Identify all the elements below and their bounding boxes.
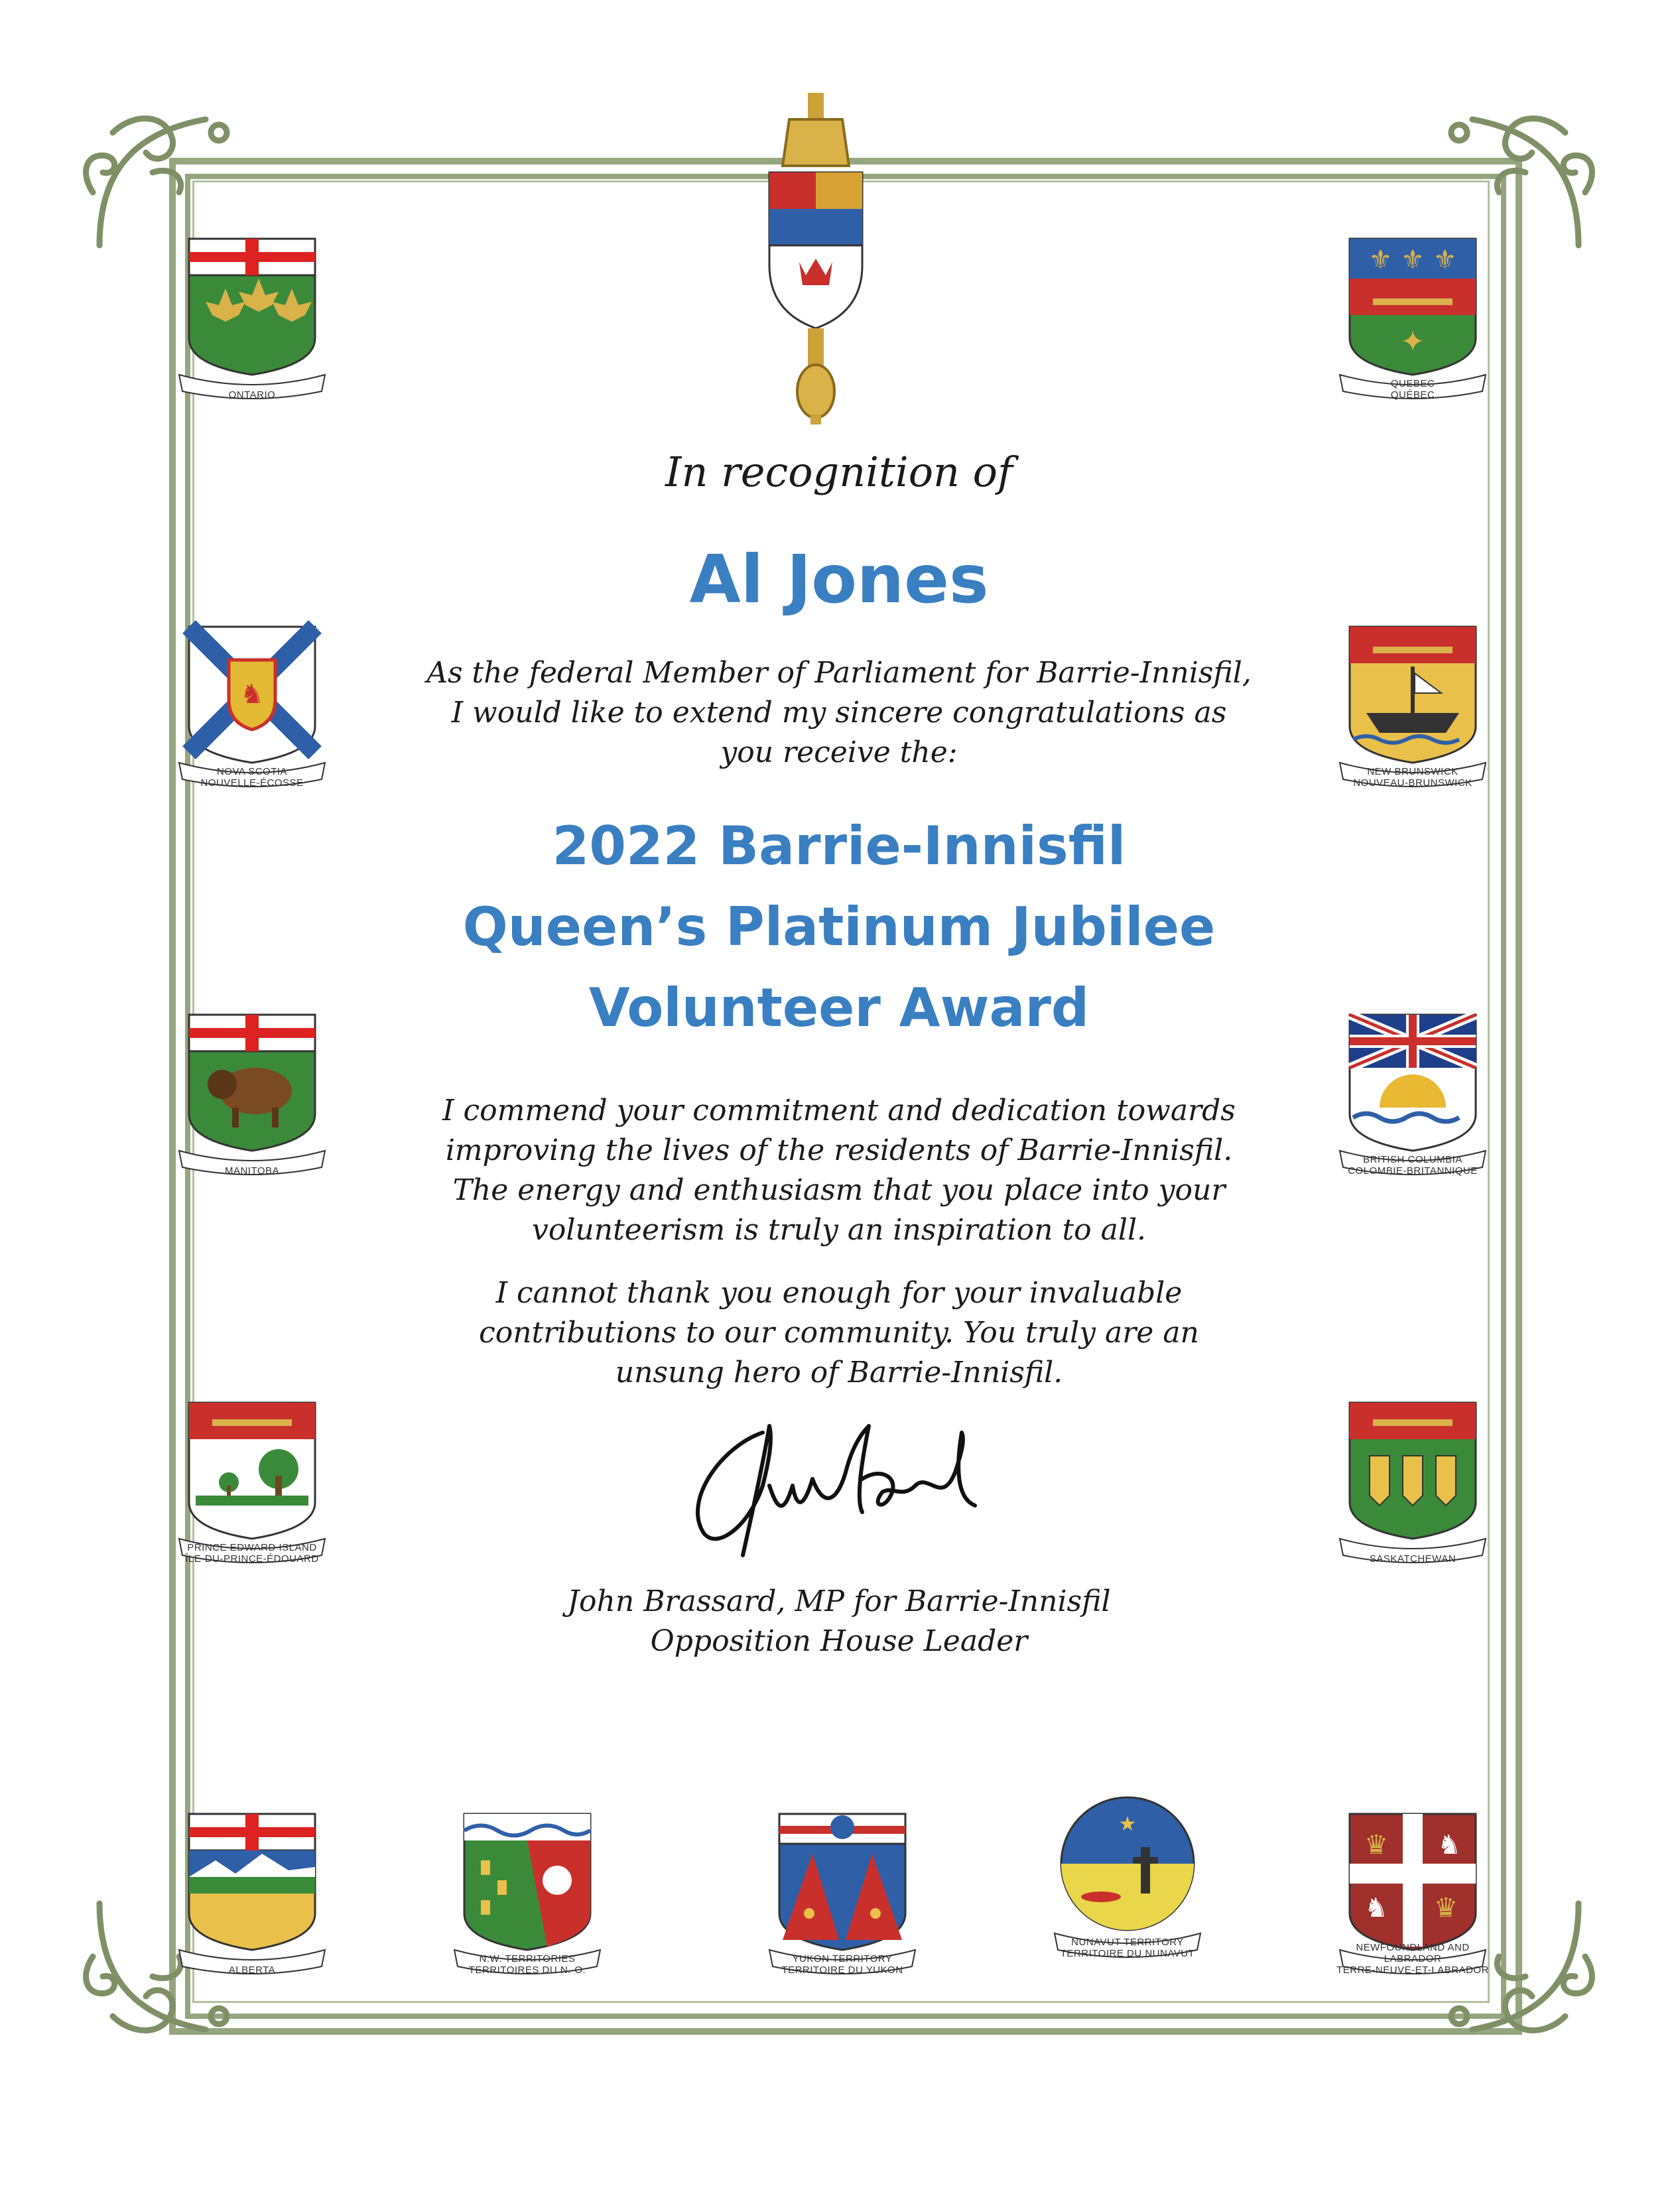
thanks-line: contributions to our community. You truly are an <box>479 1316 1199 1350</box>
handwritten-signature <box>663 1406 1021 1565</box>
svg-text:★: ★ <box>1118 1813 1137 1836</box>
thanks-line: unsung hero of Barrie-Innisfil. <box>615 1356 1063 1389</box>
house-of-commons-mace-emblem <box>743 93 889 424</box>
svg-text:♞: ♞ <box>240 679 264 710</box>
intro-line: I would like to extend my sincere congratulations as <box>451 696 1227 730</box>
crest-label-newfoundland: NEWFOUNDLAND AND LABRADOR TERRE-NEUVE-ET-LABRADOR <box>1336 1942 1489 1976</box>
recipient-name: Al Jones <box>689 541 989 618</box>
crest-nunavut <box>1048 1791 1207 1963</box>
commendation-paragraph <box>371 1091 1307 1250</box>
thanks-paragraph <box>371 1273 1307 1393</box>
crest-saskatchewan <box>1333 1396 1492 1569</box>
crest-label-new-brunswick: NEW BRUNSWICK NOUVEAU-BRUNSWICK <box>1353 766 1472 789</box>
crest-northwest-territories <box>448 1807 607 1980</box>
award-title <box>371 806 1307 1049</box>
crest-newfoundland-labrador <box>1333 1807 1492 1980</box>
intro-line: you receive the: <box>720 736 958 769</box>
crest-label-pei: PRINCE EDWARD ISLAND ÎLE-DU-PRINCE-ÉDOUARD <box>185 1542 319 1565</box>
crest-label-nwt: N.W. TERRITORIES TERRITOIRES DU N.-O. <box>468 1953 586 1976</box>
signer-block <box>371 1582 1307 1661</box>
commendation-line: I commend your commitment and dedication towards <box>442 1094 1236 1127</box>
svg-text:♛: ♛ <box>1434 1893 1458 1923</box>
crest-yukon <box>763 1807 922 1980</box>
signer-title: Opposition House Leader <box>650 1624 1028 1658</box>
preamble-text: In recognition of <box>665 448 1013 496</box>
crest-ontario <box>172 232 332 405</box>
commendation-line: The energy and enthusiasm that you place into your <box>452 1173 1226 1207</box>
crest-label-ontario: ONTARIO <box>228 389 276 401</box>
commendation-line: improving the lives of the residents of Barrie-Innisfil. <box>445 1133 1233 1167</box>
svg-text:⚜ ⚜ ⚜: ⚜ ⚜ ⚜ <box>1368 245 1457 275</box>
thanks-line: I cannot thank you enough for your invaluable <box>495 1276 1183 1310</box>
svg-text:♞: ♞ <box>1437 1830 1461 1860</box>
crest-label-nova-scotia: NOVA SCOTIA NOUVELLE-ÉCOSSE <box>200 766 304 789</box>
crest-label-manitoba: MANITOBA <box>224 1165 280 1177</box>
crest-quebec <box>1333 232 1492 405</box>
award-title-line: Queen’s Platinum Jubilee <box>462 896 1216 958</box>
svg-text:♛: ♛ <box>1364 1830 1388 1860</box>
crest-label-saskatchewan: SASKATCHEWAN <box>1369 1553 1456 1565</box>
crest-manitoba <box>172 1008 332 1181</box>
crest-label-yukon: YUKON TERRITORY TERRITOIRE DU YUKON <box>781 1953 903 1976</box>
crest-label-alberta: ALBERTA <box>228 1964 276 1976</box>
intro-line: As the federal Member of Parliament for Barrie-Innisfil, <box>426 656 1252 690</box>
award-title-line: 2022 Barrie-Innisfil <box>552 815 1126 877</box>
crest-alberta <box>172 1807 332 1980</box>
crest-label-nunavut: NUNAVUT TERRITORY TERRITOIRE DU NUNAVUT <box>1060 1937 1195 1959</box>
crest-nova-scotia <box>172 620 332 793</box>
signer-name: John Brassard, MP for Barrie-Innisfil <box>567 1584 1111 1618</box>
crest-label-british-columbia: BRITISH COLUMBIA COLOMBIE-BRITANNIQUE <box>1348 1154 1478 1177</box>
crest-british-columbia <box>1333 1008 1492 1181</box>
intro-paragraph <box>371 653 1307 773</box>
svg-text:♞: ♞ <box>1364 1893 1388 1923</box>
svg-text:✦: ✦ <box>1400 325 1425 359</box>
crest-label-quebec: QUEBEC QUÉBEC <box>1390 378 1435 401</box>
award-title-line: Volunteer Award <box>588 977 1090 1039</box>
crest-new-brunswick <box>1333 620 1492 793</box>
commendation-line: volunteerism is truly an inspiration to all. <box>532 1213 1146 1247</box>
crest-prince-edward-island <box>172 1396 332 1569</box>
